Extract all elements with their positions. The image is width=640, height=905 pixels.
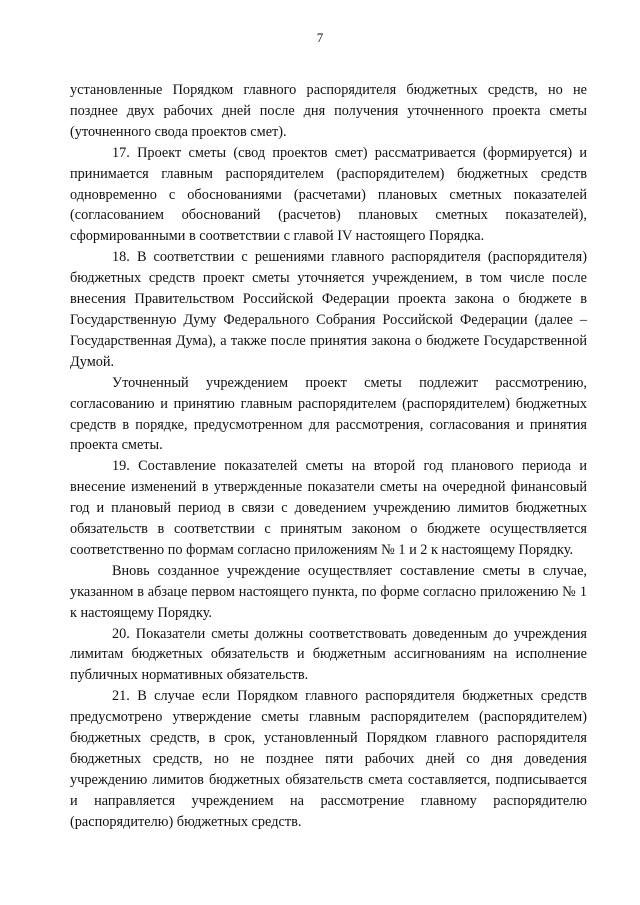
page-number: 7: [316, 30, 324, 45]
paragraph-18-second: Уточненный учреждением проект сметы подлежит рассмотрению, согласованию и принятию главным распорядителем (распорядителем) бюджетных средств в порядке, предусмотренном для рассмотрения, согласования и принятия проекта сметы.: [70, 374, 587, 454]
paragraph-continuation: установленные Порядком главного распорядителя бюджетных средств, но не позднее двух рабочих дней после дня получения уточненного проекта сметы (уточненного свода проектов смет).: [70, 82, 587, 140]
paragraph-21: 21. В случае если Порядком главного распорядителя бюджетных средств предусмотрено утверждение сметы главным распорядителем (распорядителем) бюджетных средств, в срок, установленный Порядком главного распорядителя бюджетных средств, но не позднее пяти рабочих дней со дня доведения учреждению лимитов бюджетных обязательств смета составляется, подписывается и направляется учреждением на рассмотрение главному распорядителю (распорядителю) бюджетных средств.: [70, 688, 587, 830]
paragraph-19-second: Вновь созданное учреждение осуществляет составление сметы в случае, указанном в абзаце первом настоящего пункта, по форме согласно приложению № 1 к настоящему Порядку.: [70, 562, 587, 621]
paragraph-19: 19. Составление показателей сметы на второй год планового периода и внесение изменений в утвержденные показатели сметы на очередной финансовый год и плановый период в связи с доведением учреждению лимитов бюджетных обязательств в соответствии с принятым законом о бюджете осуществляется соответственно по формам согласно приложениям № 1 и 2 к настоящему Порядку.: [70, 458, 587, 558]
paragraph-17: 17. Проект сметы (свод проектов смет) рассматривается (формируется) и принимается главным распорядителем (распорядителем) бюджетных средств одновременно с обоснованиями (расчетами) плановых сметных показателей (согласованием обоснований (расчетов) плановых сметных показателей), сформированными в соответствии с главой IV настоящего Порядка.: [70, 144, 587, 245]
paragraph-20: 20. Показатели сметы должны соответствовать доведенным до учреждения лимитам бюджетных обязательств и бюджетным ассигнованиям на исполнение публичных нормативных обязательств.: [70, 625, 587, 684]
document-body: [70, 80, 587, 833]
paragraph-18: 18. В соответствии с решениями главного распорядителя (распорядителя) бюджетных средств проект сметы уточняется учреждением, в том числе после внесения Правительством Российской Федерации проекта закона о бюджете в Государственную Думу Федерального Собрания Российской Федерации (далее – Государственная Дума), а также после принятия закона о бюджете Государственной Думой.: [70, 249, 587, 370]
